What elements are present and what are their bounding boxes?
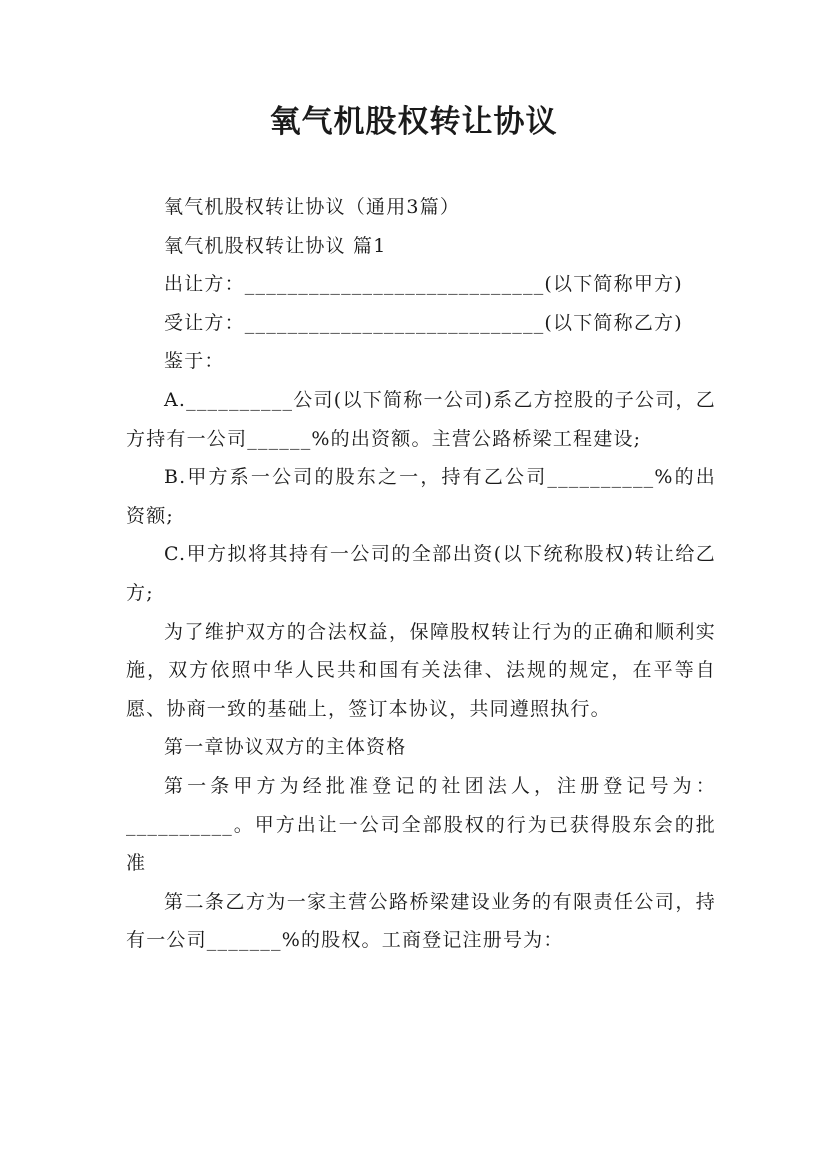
paragraph-item-c: C.甲方拟将其持有一公司的全部出资(以下统称股权)转让给乙方; (126, 543, 716, 604)
document-body (126, 188, 716, 960)
paragraph-item-b: B.甲方系一公司的股东之一，持有乙公司__________%的出资额; (126, 466, 716, 527)
paragraph-whereas: 鉴于： (164, 350, 225, 373)
paragraph-subtitle: 氧气机股权转让协议（通用3篇） (164, 196, 461, 218)
paragraph-article-1: 第一条甲方为经批准登记的社团法人，注册登记号为：__________。甲方出让一公司全部股权的行为已获得股东会的批准 (126, 774, 716, 875)
paragraph-heading: 氧气机股权转让协议 篇1 (164, 234, 387, 257)
paragraph-chapter-1: 第一章协议双方的主体资格 (164, 736, 407, 759)
document-title: 氧气机股权转让协议 (269, 104, 558, 140)
paragraph-purpose: 为了维护双方的合法权益，保障股权转让行为的正确和顺利实施，双方依照中华人民共和国有关法律、法规的规定，在平等自愿、协商一致的基础上，签订本协议，共同遵照执行。 (126, 620, 716, 720)
paragraph-item-a: A.__________公司(以下简称一公司)系乙方控股的子公司，乙方持有一公司______%的出资额。主营公路桥梁工程建设; (126, 388, 716, 450)
paragraph-article-2: 第二条乙方为一家主营公路桥梁建设业务的有限责任公司，持有一公司_______%的股权。工商登记注册号为： (126, 890, 716, 952)
paragraph-transferee: 受让方：____________________________(以下简称乙方) (164, 311, 683, 334)
paragraph-transferor: 出让方：____________________________(以下简称甲方) (164, 273, 683, 296)
